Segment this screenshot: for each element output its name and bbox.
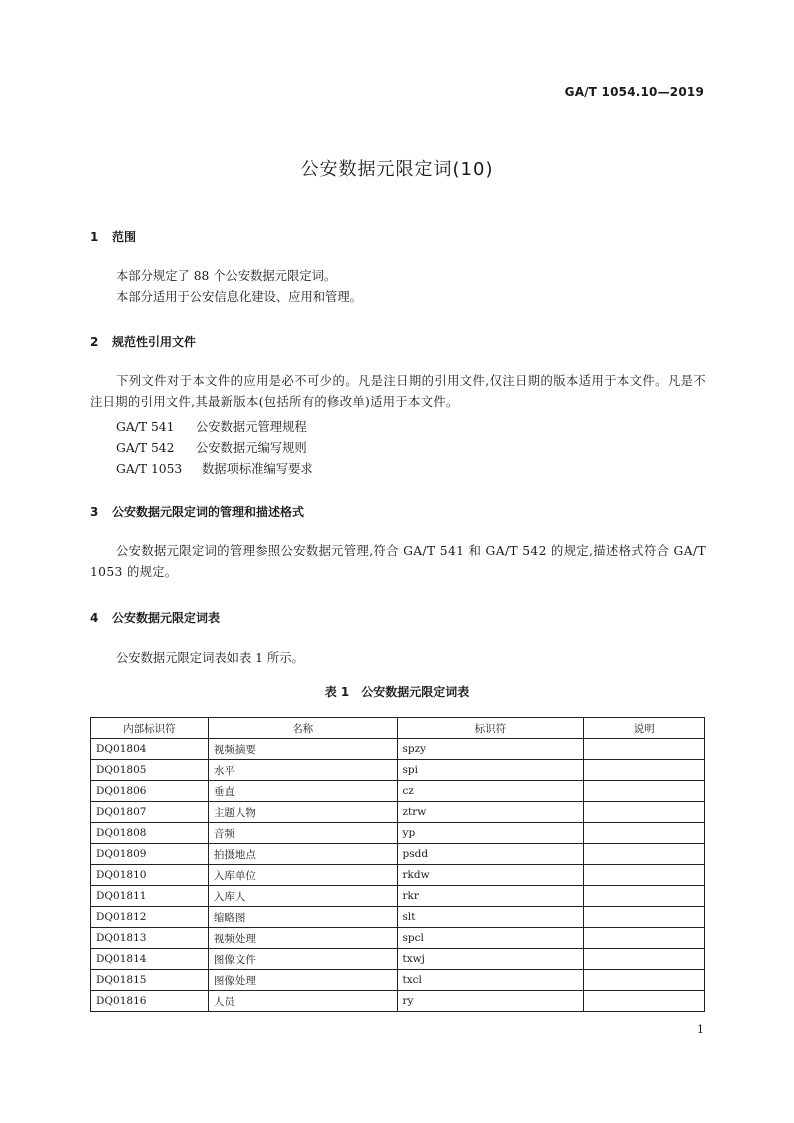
name-cell: 图像文件 bbox=[208, 949, 397, 970]
name-cell: 图像处理 bbox=[208, 970, 397, 991]
internal-id-cell: DQ01810 bbox=[91, 865, 209, 886]
identifier-cell: cz bbox=[397, 781, 584, 802]
table-header-row bbox=[91, 718, 705, 739]
table-row bbox=[91, 760, 705, 781]
description-cell bbox=[584, 907, 705, 928]
internal-id-cell: DQ01809 bbox=[91, 844, 209, 865]
name-cell: 主题人物 bbox=[208, 802, 397, 823]
name-cell: 缩略图 bbox=[208, 907, 397, 928]
section-title: 规范性引用文件 bbox=[112, 335, 197, 349]
identifier-cell: rkdw bbox=[397, 865, 584, 886]
page-number: 1 bbox=[697, 1023, 704, 1036]
internal-id-cell: DQ01805 bbox=[91, 760, 209, 781]
column-header-name: 名称 bbox=[208, 718, 397, 739]
column-header-description: 说明 bbox=[584, 718, 705, 739]
internal-id-cell: DQ01812 bbox=[91, 907, 209, 928]
description-cell bbox=[584, 949, 705, 970]
name-cell: 入库人 bbox=[208, 886, 397, 907]
identifier-cell: spzy bbox=[397, 739, 584, 760]
document-title: 公安数据元限定词(10) bbox=[300, 159, 494, 180]
scope-paragraph-1: 本部分规定了 88 个公安数据元限定词。 bbox=[116, 269, 337, 283]
section-heading-management-format bbox=[90, 503, 304, 520]
reference-title: 数据项标准编写要求 bbox=[202, 462, 313, 476]
internal-id-cell: DQ01813 bbox=[91, 928, 209, 949]
description-cell bbox=[584, 823, 705, 844]
table-row bbox=[91, 928, 705, 949]
identifier-cell: slt bbox=[397, 907, 584, 928]
section-title: 范围 bbox=[112, 230, 137, 244]
reference-code: GA/T 1053 bbox=[116, 462, 183, 476]
reference-item bbox=[116, 417, 307, 435]
identifier-cell: rkr bbox=[397, 886, 584, 907]
management-paragraph: 公安数据元限定词的管理参照公安数据元管理,符合 GA/T 541 和 GA/T 542 的规定,描述格式符合 GA/T 1053 的规定。 bbox=[90, 544, 706, 579]
table-row bbox=[91, 970, 705, 991]
table-row bbox=[91, 907, 705, 928]
description-cell bbox=[584, 802, 705, 823]
internal-id-cell: DQ01816 bbox=[91, 991, 209, 1012]
description-cell bbox=[584, 844, 705, 865]
identifier-cell: ry bbox=[397, 991, 584, 1012]
section-heading-normative-references bbox=[90, 333, 196, 350]
section-number: 4 bbox=[90, 611, 99, 625]
identifier-cell: spi bbox=[397, 760, 584, 781]
name-cell: 垂直 bbox=[208, 781, 397, 802]
internal-id-cell: DQ01811 bbox=[91, 886, 209, 907]
standard-code: GA/T 1054.10—2019 bbox=[564, 85, 704, 99]
description-cell bbox=[584, 781, 705, 802]
table-row bbox=[91, 844, 705, 865]
reference-item bbox=[116, 438, 307, 456]
name-cell: 视频处理 bbox=[208, 928, 397, 949]
identifier-cell: ztrw bbox=[397, 802, 584, 823]
name-cell: 视频摘要 bbox=[208, 739, 397, 760]
description-cell bbox=[584, 739, 705, 760]
section-title: 公安数据元限定词的管理和描述格式 bbox=[112, 505, 305, 519]
section-number: 1 bbox=[90, 230, 99, 244]
internal-id-cell: DQ01815 bbox=[91, 970, 209, 991]
internal-id-cell: DQ01807 bbox=[91, 802, 209, 823]
name-cell: 拍摄地点 bbox=[208, 844, 397, 865]
description-cell bbox=[584, 991, 705, 1012]
name-cell: 水平 bbox=[208, 760, 397, 781]
internal-id-cell: DQ01806 bbox=[91, 781, 209, 802]
table-row bbox=[91, 739, 705, 760]
internal-id-cell: DQ01808 bbox=[91, 823, 209, 844]
section-number: 3 bbox=[90, 505, 99, 519]
identifier-cell: txcl bbox=[397, 970, 584, 991]
reference-title: 公安数据元管理规程 bbox=[196, 420, 307, 434]
qualifier-table bbox=[90, 717, 705, 1012]
identifier-cell: spcl bbox=[397, 928, 584, 949]
description-cell bbox=[584, 970, 705, 991]
table-row bbox=[91, 781, 705, 802]
section-title: 公安数据元限定词表 bbox=[112, 611, 221, 625]
identifier-cell: psdd bbox=[397, 844, 584, 865]
reference-code: GA/T 541 bbox=[116, 420, 175, 434]
table-row bbox=[91, 886, 705, 907]
table-caption: 表 1 公安数据元限定词表 bbox=[324, 685, 470, 699]
reference-title: 公安数据元编写规则 bbox=[196, 441, 307, 455]
name-cell: 人员 bbox=[208, 991, 397, 1012]
name-cell: 音频 bbox=[208, 823, 397, 844]
references-paragraph: 下列文件对于本文件的应用是必不可少的。凡是注日期的引用文件,仅注日期的版本适用于本文件。凡是不注日期的引用文件,其最新版本(包括所有的修改单)适用于本文件。 bbox=[90, 374, 706, 409]
identifier-cell: txwj bbox=[397, 949, 584, 970]
scope-paragraph-2: 本部分适用于公安信息化建设、应用和管理。 bbox=[116, 290, 362, 304]
table-intro-paragraph: 公安数据元限定词表如表 1 所示。 bbox=[116, 651, 304, 665]
name-cell: 入库单位 bbox=[208, 865, 397, 886]
table-row bbox=[91, 823, 705, 844]
internal-id-cell: DQ01804 bbox=[91, 739, 209, 760]
section-heading-scope bbox=[90, 228, 136, 245]
section-heading-qualifier-table bbox=[90, 609, 220, 626]
section-number: 2 bbox=[90, 335, 99, 349]
reference-code: GA/T 542 bbox=[116, 441, 175, 455]
column-header-identifier: 标识符 bbox=[397, 718, 584, 739]
table-row bbox=[91, 865, 705, 886]
description-cell bbox=[584, 865, 705, 886]
internal-id-cell: DQ01814 bbox=[91, 949, 209, 970]
description-cell bbox=[584, 886, 705, 907]
table-row bbox=[91, 991, 705, 1012]
description-cell bbox=[584, 928, 705, 949]
description-cell bbox=[584, 760, 705, 781]
table-row bbox=[91, 802, 705, 823]
table-row bbox=[91, 949, 705, 970]
identifier-cell: yp bbox=[397, 823, 584, 844]
reference-item bbox=[116, 459, 313, 477]
column-header-internal-id: 内部标识符 bbox=[91, 718, 209, 739]
